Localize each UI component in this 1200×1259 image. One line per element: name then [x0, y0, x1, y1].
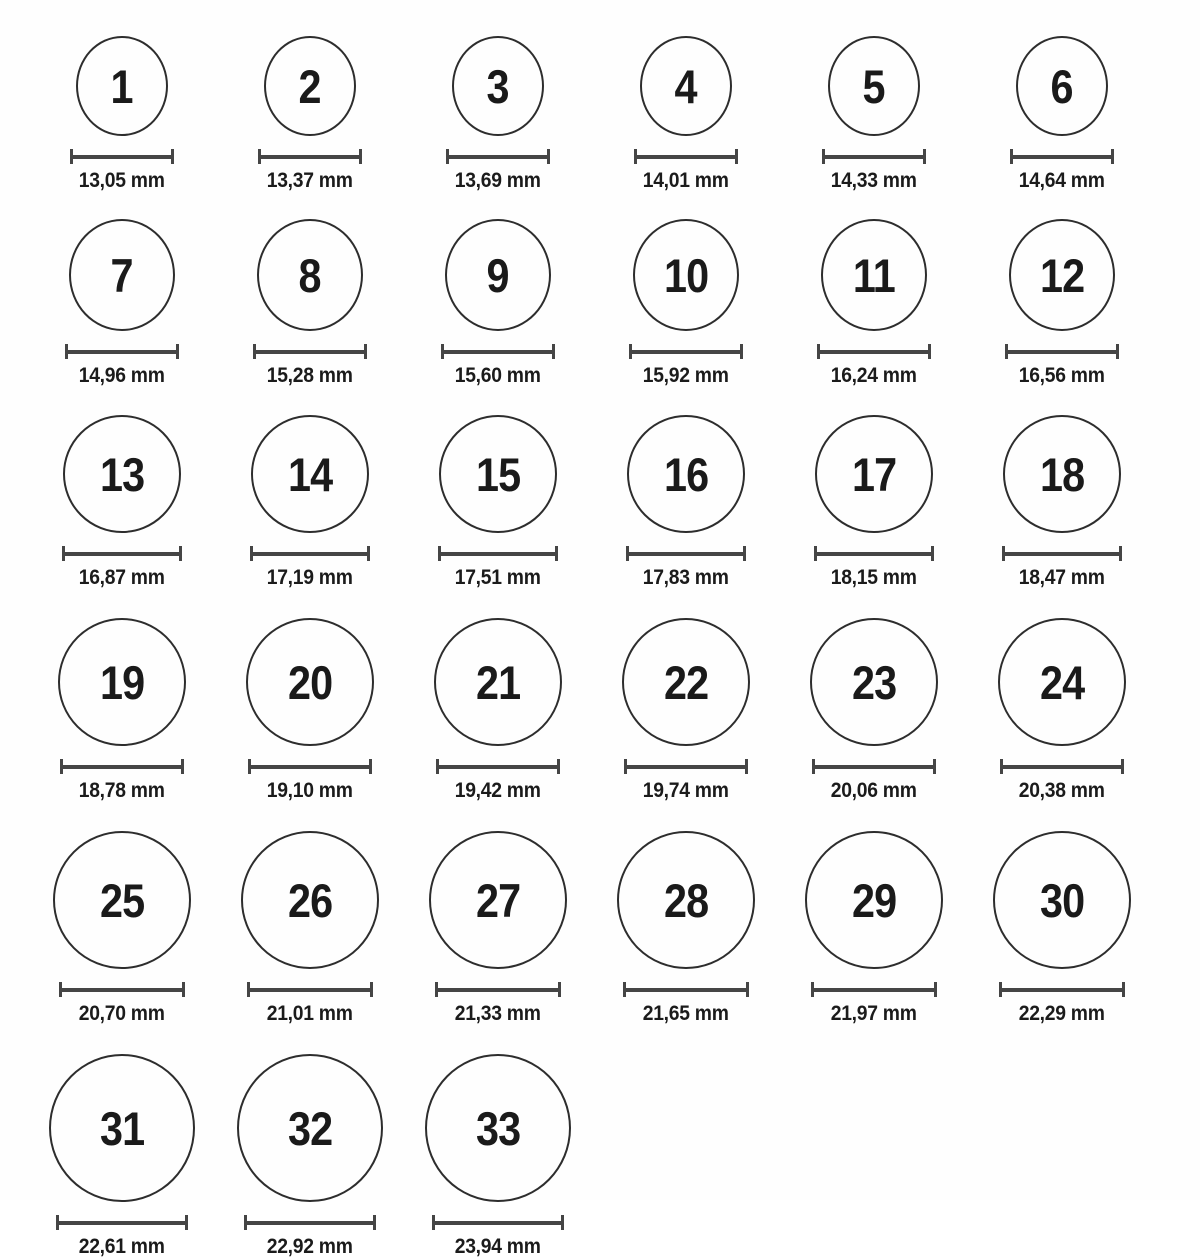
diameter-measure-line — [629, 344, 743, 359]
diameter-measure-line — [253, 344, 367, 359]
chart-row — [28, 1054, 1200, 1259]
ring-size-cell — [780, 415, 968, 590]
ring-circle — [241, 831, 379, 969]
ring-size-cell — [968, 219, 1156, 388]
ring-size-number: 30 — [1039, 873, 1085, 927]
chart-row — [28, 415, 1200, 590]
ring-size-number: 4 — [674, 59, 698, 113]
measure-bar — [818, 350, 930, 354]
diameter-label: 14,33 mm — [831, 169, 917, 192]
ring-circle — [821, 219, 927, 331]
ring-size-number: 18 — [1039, 447, 1085, 501]
diameter-measure-line — [59, 982, 185, 997]
ring-circle — [633, 219, 739, 331]
ring-circle — [1003, 415, 1121, 533]
ring-circle — [815, 415, 933, 533]
ring-circle — [452, 36, 544, 136]
diameter-measure-line — [999, 982, 1125, 997]
ring-size-cell — [216, 36, 404, 193]
chart-rows-container — [28, 36, 1200, 1259]
ring-size-number: 26 — [287, 873, 333, 927]
ring-size-number: 2 — [298, 59, 322, 113]
ring-circle — [434, 618, 562, 746]
measure-bar — [439, 552, 557, 556]
ring-size-number: 32 — [287, 1101, 333, 1155]
measure-bar — [436, 988, 560, 992]
ring-size-number: 21 — [475, 655, 521, 709]
diameter-measure-line — [248, 759, 372, 774]
diameter-label: 17,83 mm — [643, 566, 729, 589]
ring-size-number: 13 — [99, 447, 145, 501]
ring-circle — [1009, 219, 1115, 331]
ring-size-number: 17 — [851, 447, 897, 501]
diameter-label: 21,97 mm — [831, 1002, 917, 1025]
ring-size-cell — [28, 618, 216, 803]
diameter-measure-line — [634, 149, 738, 164]
diameter-label: 20,38 mm — [1019, 779, 1105, 802]
chart-row — [28, 36, 1200, 193]
measure-bar — [433, 1221, 563, 1225]
ring-circle — [1016, 36, 1108, 136]
diameter-label: 16,56 mm — [1019, 364, 1105, 387]
ring-size-cell — [404, 219, 592, 388]
diameter-label: 17,51 mm — [455, 566, 541, 589]
ring-size-number: 8 — [298, 248, 322, 302]
ring-circle — [246, 618, 374, 746]
measure-bar — [627, 552, 745, 556]
ring-circle — [805, 831, 943, 969]
diameter-label: 21,33 mm — [455, 1002, 541, 1025]
ring-size-number: 11 — [853, 248, 895, 302]
ring-circle — [993, 831, 1131, 969]
ring-circle — [617, 831, 755, 969]
measure-bar — [61, 765, 183, 769]
ring-circle — [810, 618, 938, 746]
ring-circle — [622, 618, 750, 746]
diameter-measure-line — [250, 546, 370, 561]
ring-size-cell — [28, 415, 216, 590]
ring-circle — [627, 415, 745, 533]
chart-row — [28, 618, 1200, 803]
measure-bar — [625, 765, 747, 769]
ring-size-cell — [28, 219, 216, 388]
measure-bar — [63, 552, 181, 556]
ring-size-cell — [216, 1054, 404, 1259]
diameter-measure-line — [432, 1215, 564, 1230]
measure-bar — [251, 552, 369, 556]
diameter-measure-line — [1000, 759, 1124, 774]
ring-size-cell — [780, 219, 968, 388]
measure-bar — [442, 350, 554, 354]
diameter-label: 13,69 mm — [455, 169, 541, 192]
ring-size-number: 28 — [663, 873, 709, 927]
diameter-label: 16,87 mm — [79, 566, 165, 589]
diameter-label: 18,15 mm — [831, 566, 917, 589]
diameter-label: 22,92 mm — [267, 1235, 353, 1258]
diameter-measure-line — [812, 759, 936, 774]
ring-size-number: 14 — [287, 447, 333, 501]
diameter-measure-line — [814, 546, 934, 561]
measure-bar — [245, 1221, 375, 1225]
diameter-measure-line — [56, 1215, 188, 1230]
diameter-measure-line — [438, 546, 558, 561]
diameter-label: 20,70 mm — [79, 1002, 165, 1025]
measure-bar — [66, 350, 178, 354]
ring-size-number: 29 — [851, 873, 897, 927]
diameter-measure-line — [441, 344, 555, 359]
diameter-label: 15,60 mm — [455, 364, 541, 387]
diameter-label: 14,96 mm — [79, 364, 165, 387]
ring-size-number: 25 — [99, 873, 145, 927]
ring-size-cell — [404, 831, 592, 1026]
ring-size-cell — [28, 36, 216, 193]
ring-size-cell — [216, 219, 404, 388]
measure-bar — [812, 988, 936, 992]
measure-bar — [437, 765, 559, 769]
ring-circle — [429, 831, 567, 969]
diameter-label: 23,94 mm — [455, 1235, 541, 1258]
diameter-label: 19,10 mm — [267, 779, 353, 802]
ring-circle — [69, 219, 175, 331]
measure-bar — [254, 350, 366, 354]
diameter-label: 21,65 mm — [643, 1002, 729, 1025]
ring-circle — [264, 36, 356, 136]
ring-size-cell — [780, 36, 968, 193]
ring-size-number: 24 — [1039, 655, 1085, 709]
ring-size-number: 1 — [110, 59, 134, 113]
diameter-measure-line — [62, 546, 182, 561]
measure-bar — [1003, 552, 1121, 556]
diameter-measure-line — [65, 344, 179, 359]
ring-size-cell — [780, 831, 968, 1026]
diameter-measure-line — [623, 982, 749, 997]
ring-size-number: 33 — [475, 1101, 521, 1155]
diameter-label: 17,19 mm — [267, 566, 353, 589]
diameter-measure-line — [436, 759, 560, 774]
ring-circle — [237, 1054, 383, 1202]
measure-bar — [813, 765, 935, 769]
diameter-label: 20,06 mm — [831, 779, 917, 802]
ring-size-cell — [592, 618, 780, 803]
ring-size-cell — [216, 831, 404, 1026]
diameter-measure-line — [626, 546, 746, 561]
diameter-label: 19,42 mm — [455, 779, 541, 802]
ring-circle — [63, 415, 181, 533]
ring-size-cell — [968, 415, 1156, 590]
diameter-measure-line — [822, 149, 926, 164]
ring-circle — [439, 415, 557, 533]
diameter-measure-line — [1002, 546, 1122, 561]
ring-circle — [257, 219, 363, 331]
ring-size-number: 19 — [99, 655, 145, 709]
diameter-label: 22,61 mm — [79, 1235, 165, 1258]
ring-size-cell — [404, 618, 592, 803]
ring-size-cell — [404, 415, 592, 590]
ring-size-number: 9 — [486, 248, 510, 302]
diameter-label: 14,64 mm — [1019, 169, 1105, 192]
diameter-measure-line — [60, 759, 184, 774]
measure-bar — [630, 350, 742, 354]
diameter-measure-line — [244, 1215, 376, 1230]
diameter-measure-line — [446, 149, 550, 164]
ring-size-number: 3 — [486, 59, 510, 113]
ring-circle — [58, 618, 186, 746]
ring-size-cell — [968, 618, 1156, 803]
measure-bar — [71, 155, 173, 159]
ring-size-number: 15 — [475, 447, 521, 501]
ring-size-cell — [592, 831, 780, 1026]
measure-bar — [815, 552, 933, 556]
ring-size-cell — [592, 415, 780, 590]
ring-circle — [76, 36, 168, 136]
measure-bar — [1011, 155, 1113, 159]
ring-circle — [53, 831, 191, 969]
ring-size-cell — [968, 831, 1156, 1026]
diameter-measure-line — [247, 982, 373, 997]
diameter-measure-line — [1010, 149, 1114, 164]
measure-bar — [635, 155, 737, 159]
diameter-label: 21,01 mm — [267, 1002, 353, 1025]
ring-size-cell — [404, 1054, 592, 1259]
measure-bar — [248, 988, 372, 992]
diameter-label: 18,78 mm — [79, 779, 165, 802]
ring-size-number: 12 — [1039, 248, 1085, 302]
measure-bar — [57, 1221, 187, 1225]
measure-bar — [1001, 765, 1123, 769]
ring-circle — [251, 415, 369, 533]
measure-bar — [60, 988, 184, 992]
diameter-label: 16,24 mm — [831, 364, 917, 387]
ring-size-cell — [592, 219, 780, 388]
ring-size-number: 23 — [851, 655, 897, 709]
diameter-measure-line — [1005, 344, 1119, 359]
ring-circle — [828, 36, 920, 136]
ring-size-cell — [404, 36, 592, 193]
ring-circle — [49, 1054, 195, 1202]
ring-circle — [445, 219, 551, 331]
ring-size-number: 7 — [110, 248, 134, 302]
ring-size-number: 31 — [99, 1101, 145, 1155]
ring-size-number: 27 — [475, 873, 521, 927]
diameter-label: 15,92 mm — [643, 364, 729, 387]
ring-size-cell — [592, 36, 780, 193]
measure-bar — [624, 988, 748, 992]
diameter-label: 14,01 mm — [643, 169, 729, 192]
measure-bar — [1000, 988, 1124, 992]
ring-size-number: 16 — [663, 447, 709, 501]
ring-size-cell — [780, 618, 968, 803]
ring-size-number: 6 — [1050, 59, 1074, 113]
diameter-measure-line — [624, 759, 748, 774]
ring-size-cell — [968, 36, 1156, 193]
diameter-measure-line — [435, 982, 561, 997]
diameter-measure-line — [817, 344, 931, 359]
diameter-label: 18,47 mm — [1019, 566, 1105, 589]
ring-circle — [640, 36, 732, 136]
ring-size-number: 10 — [663, 248, 709, 302]
ring-size-cell — [216, 415, 404, 590]
diameter-label: 19,74 mm — [643, 779, 729, 802]
ring-size-cell — [28, 1054, 216, 1259]
chart-row — [28, 831, 1200, 1026]
ring-size-number: 5 — [862, 59, 886, 113]
ring-circle — [998, 618, 1126, 746]
ring-size-number: 22 — [663, 655, 709, 709]
ring-size-cell — [28, 831, 216, 1026]
measure-bar — [823, 155, 925, 159]
ring-circle — [425, 1054, 571, 1202]
measure-bar — [1006, 350, 1118, 354]
measure-bar — [249, 765, 371, 769]
chart-row — [28, 219, 1200, 388]
diameter-label: 13,37 mm — [267, 169, 353, 192]
diameter-measure-line — [258, 149, 362, 164]
ring-size-cell — [216, 618, 404, 803]
measure-bar — [259, 155, 361, 159]
diameter-label: 15,28 mm — [267, 364, 353, 387]
measure-bar — [447, 155, 549, 159]
diameter-label: 22,29 mm — [1019, 1002, 1105, 1025]
diameter-measure-line — [70, 149, 174, 164]
diameter-label: 13,05 mm — [79, 169, 165, 192]
diameter-measure-line — [811, 982, 937, 997]
ring-size-number: 20 — [287, 655, 333, 709]
